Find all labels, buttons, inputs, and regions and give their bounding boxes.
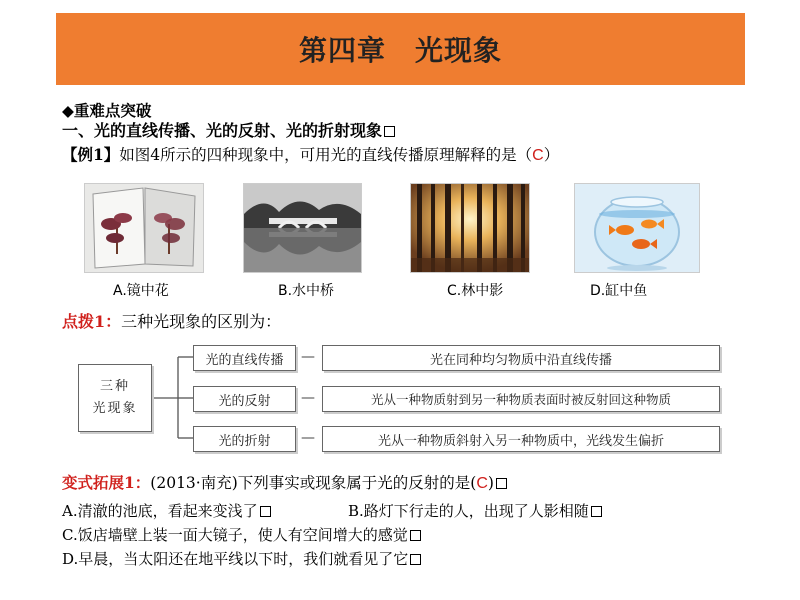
diagram-root-box [78, 364, 152, 432]
variant-option-d [62, 548, 421, 569]
diagram-name-box-2 [193, 386, 296, 412]
diagram-name-3: 光的折射 [218, 433, 271, 449]
variant-option-d-text: D.早晨，当太阳还在地平线以下时，我们就看见了它 [62, 550, 409, 568]
section-marker: ◆重难点突破 [62, 102, 152, 120]
diagram-name-2: 光的反射 [218, 393, 271, 409]
checkbox-glyph-icon [410, 554, 421, 565]
variant-answer: C [476, 475, 488, 492]
checkbox-glyph-icon [496, 478, 507, 489]
diagram-dash-2: — [301, 390, 315, 406]
variant-option-b [348, 500, 602, 521]
diagram-dash-1: — [301, 349, 315, 365]
example1-label: 【例1】 [62, 145, 120, 164]
caption-d: D.缸中鱼 [590, 283, 648, 299]
chapter-title: 第四章 光现象 [298, 34, 502, 67]
section-heading-text: 一、光的直线传播、光的反射、光的折射现象 [62, 121, 383, 140]
checkbox-glyph-icon [591, 506, 602, 517]
variant-option-c-text: C.饭店墙壁上装一面大镜子，使人有空间增大的感觉 [62, 526, 408, 544]
tip-text: 三种光现象的区别为： [121, 312, 282, 331]
diagram-root-line2: 光现象 [92, 401, 138, 416]
variant-option-c [62, 524, 421, 545]
variant-question-end: ) [487, 474, 494, 492]
checkbox-glyph-icon [410, 530, 421, 541]
diagram-desc-box-1 [322, 345, 720, 371]
tip-label: 点拨1： [62, 312, 122, 331]
example1-question-text: 如图4所示的四种现象中，可用光的直线传播原理解释的是（ [119, 146, 533, 164]
caption-a: A.镜中花 [113, 283, 169, 299]
caption-b: B.水中桥 [278, 283, 335, 299]
checkbox-glyph-icon [260, 506, 271, 517]
diagram-desc-box-2 [322, 386, 720, 412]
diagram-name-box-1 [193, 345, 296, 371]
variant-label: 变式拓展1： [62, 473, 151, 492]
example1-question-end: ） [543, 146, 560, 164]
diagram-dash-3: — [301, 430, 315, 446]
diagram-desc-3: 光从一种物质斜射入另一种物质中，光线发生偏折 [377, 433, 664, 449]
caption-c: C.林中影 [447, 283, 504, 299]
diagram-desc-1: 光在同种均匀物质中沿直线传播 [429, 352, 612, 368]
diagram-name-box-3 [193, 426, 296, 452]
diagram-root-line1: 三种 [99, 378, 130, 394]
diagram-desc-box-3 [322, 426, 720, 452]
variant-question [62, 474, 507, 493]
variant-source: (2013·南充) [150, 474, 238, 492]
diagram-name-1: 光的直线传播 [205, 352, 284, 368]
variant-option-b-text: B.路灯下行走的人，出现了人影相随 [348, 502, 589, 520]
variant-option-a-text: A.清澈的池底，看起来变浅了 [62, 502, 258, 520]
variant-option-a [62, 500, 271, 521]
variant-question-text: 下列事实或现象属于光的反射的是( [237, 474, 477, 492]
example1-answer: C [532, 147, 544, 164]
diagram-desc-2: 光从一种物质射到另一种物质表面时被反射回这种物质 [370, 392, 671, 407]
